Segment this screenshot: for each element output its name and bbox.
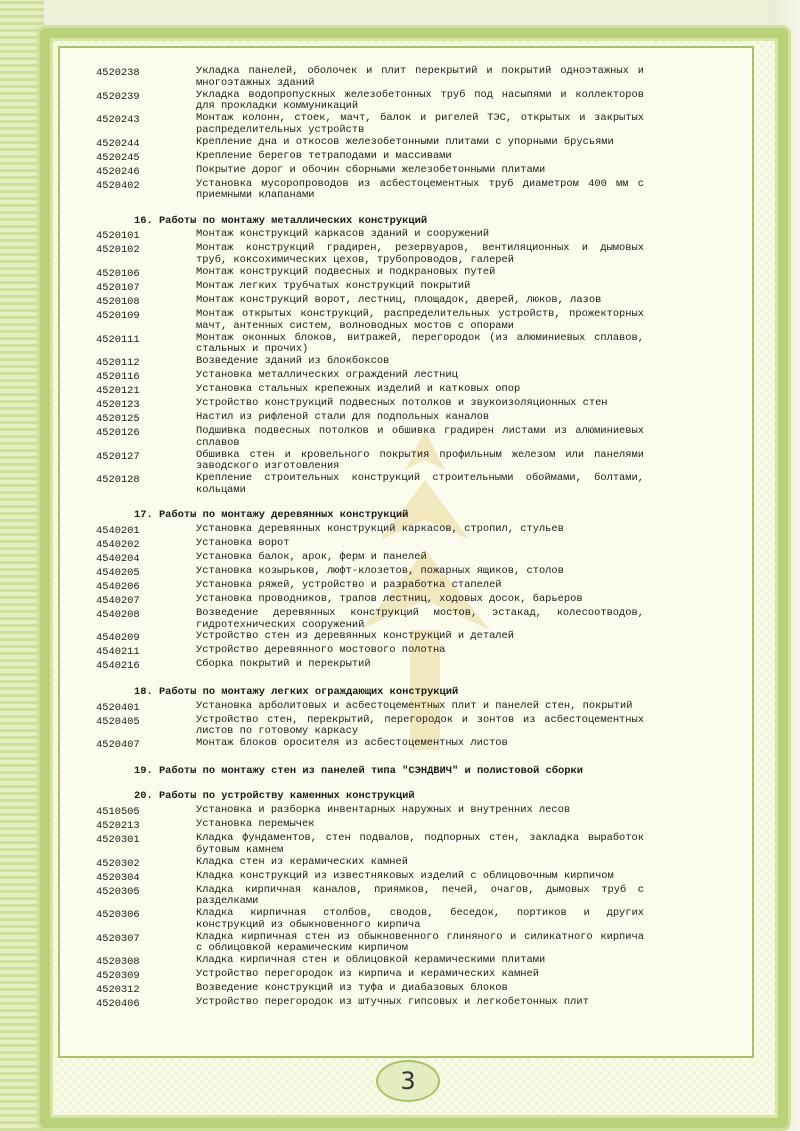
work-description: Монтаж блоков оросителя из асбестоцементных листов xyxy=(196,737,508,750)
okdp-code: 4520243 xyxy=(96,114,140,127)
section-title: 18. Работы по монтажу легких ограждающих конструкций xyxy=(134,686,459,699)
okdp-code: 4520246 xyxy=(96,165,140,178)
okdp-code: 4520244 xyxy=(96,137,140,150)
okdp-code: 4520116 xyxy=(96,371,140,384)
work-description: Устройство перегородок из штучных гипсовых и легкобетонных плит xyxy=(196,996,589,1009)
okdp-code: 4520309 xyxy=(96,970,140,983)
list-item xyxy=(96,426,644,449)
work-description: Кладка кирпичная стен и облицовкой керамическими плитами xyxy=(196,954,546,967)
okdp-code: 4520123 xyxy=(96,399,140,412)
work-description: Обшивка стен и кровельного покрытия профильным железом или панелями заводского изготовления xyxy=(196,448,644,473)
okdp-code: 4540202 xyxy=(96,538,140,551)
work-description: Возведение зданий из блокбоксов xyxy=(196,355,390,368)
work-description: Установка стальных крепежных изделий и катковых опор xyxy=(196,383,521,396)
work-description: Установка металлических ограждений лестниц xyxy=(196,369,458,382)
okdp-code: 4520127 xyxy=(96,450,140,463)
work-description: Установка ворот xyxy=(196,536,290,549)
list-item xyxy=(96,333,644,356)
okdp-code: 4520306 xyxy=(96,909,140,922)
work-description: Кладка фундаментов, стен подвалов, подпорных стен, закладка выработок бутовым камнем xyxy=(196,831,644,856)
work-description: Установка арболитовых и асбестоцементных плит и панелей стен, покрытий xyxy=(196,699,633,712)
work-description: Монтаж оконных блоков, витражей, перегородок (из алюминиевых сплавов, стальных и прочих) xyxy=(196,331,644,356)
okdp-code: 4520111 xyxy=(96,333,140,346)
okdp-code: 4540207 xyxy=(96,594,140,607)
list-item xyxy=(96,857,644,871)
list-item xyxy=(96,997,644,1011)
list-item xyxy=(96,819,644,833)
work-description: Крепление строительных конструкций строительными обоймами, болтами, кольцами xyxy=(196,472,644,496)
work-description: Установка козырьков, люфт-клозетов, пожарных ящиков, столов xyxy=(196,564,564,577)
list-item xyxy=(96,151,644,165)
okdp-code: 4540206 xyxy=(96,580,140,593)
work-description: Монтаж легких трубчатых конструкций покрытий xyxy=(196,280,471,293)
list-item xyxy=(96,659,644,673)
okdp-code: 4520112 xyxy=(96,357,140,370)
okdp-code: 4520402 xyxy=(96,179,140,192)
list-item xyxy=(96,524,644,538)
okdp-code: 4520109 xyxy=(96,309,140,322)
list-item xyxy=(96,450,644,473)
work-description: Кладка кирпичная стен из обыкновенного глиняного и силикатного кирпича с облицовкой керамическим кирпичом xyxy=(196,930,644,955)
list-item xyxy=(96,738,644,752)
work-description: Установка мусоропроводов из асбестоцементных труб диаметром 400 мм с приемными клапанами xyxy=(196,177,644,202)
okdp-code: 4520128 xyxy=(96,474,140,487)
work-description: Крепление берегов тетраподами и массивами xyxy=(196,149,452,162)
okdp-code: 4540204 xyxy=(96,552,140,565)
okdp-code: 4520405 xyxy=(96,715,140,728)
work-description: Устройство перегородок из кирпича и керамических камней xyxy=(196,968,539,981)
okdp-code: 4520101 xyxy=(96,230,140,243)
section-title: 20. Работы по устройству каменных конструкций xyxy=(134,790,415,803)
okdp-code: 4520308 xyxy=(96,956,140,969)
list-item xyxy=(96,715,644,738)
okdp-code: 4510505 xyxy=(96,805,140,818)
list-item xyxy=(96,885,644,908)
okdp-code: 4520102 xyxy=(96,244,140,257)
list-item xyxy=(96,243,644,266)
work-description: Устройство стен, перекрытий, перегородок и зонтов из асбестоцементных листов по готовому каркасу xyxy=(196,713,644,738)
list-item xyxy=(96,552,644,566)
work-description: Сборка покрытий и перекрытий xyxy=(196,658,371,671)
list-item xyxy=(96,137,644,151)
section-title: 16. Работы по монтажу металлических конструкций xyxy=(134,214,428,227)
page-number: 3 xyxy=(400,1067,416,1095)
list-item xyxy=(96,412,644,426)
okdp-code: 4520301 xyxy=(96,833,140,846)
okdp-code: 4520213 xyxy=(96,819,140,832)
okdp-code: 4520106 xyxy=(96,268,140,281)
work-description: Кладка конструкций из известняковых изделий с облицовочным кирпичом xyxy=(196,869,614,882)
list-item xyxy=(96,267,644,281)
work-description: Укладка водопропускных железобетонных труб под насыпями и коллекторов для прокладки коммуникаций xyxy=(196,88,644,113)
okdp-code: 4520304 xyxy=(96,871,140,884)
section-title: 17. Работы по монтажу деревянных конструкций xyxy=(134,509,409,522)
okdp-code: 4520125 xyxy=(96,413,140,426)
work-description: Возведение деревянных конструкций мостов, эстакад, колесоотводов, гидротехнических сооружений xyxy=(196,606,644,631)
okdp-code: 4520305 xyxy=(96,885,140,898)
okdp-code: 4540216 xyxy=(96,660,140,673)
okdp-code: 4520238 xyxy=(96,67,140,79)
okdp-code: 4520407 xyxy=(96,739,140,752)
okdp-code: 4520126 xyxy=(96,427,140,440)
okdp-code: 4520121 xyxy=(96,385,140,398)
list-item xyxy=(96,805,644,819)
work-description: Настил из рифленой стали для подпольных каналов xyxy=(196,411,490,424)
list-item xyxy=(96,701,644,715)
list-item xyxy=(96,833,644,856)
list-item xyxy=(96,983,644,997)
work-description: Установка проводников, трапов лестниц, ходовых досок, барьеров xyxy=(196,592,583,605)
okdp-code: 4540208 xyxy=(96,608,140,621)
okdp-code: 4520245 xyxy=(96,151,140,164)
list-item xyxy=(96,538,644,552)
list-item xyxy=(96,309,644,332)
work-description: Кладка кирпичная столбов, сводов, беседок, портиков и других конструкций из обыкновенного кирпича xyxy=(196,907,644,931)
work-description: Монтаж конструкций каркасов зданий и сооружений xyxy=(196,228,490,241)
work-description: Монтаж колонн, стоек, мачт, балок и ригелей ТЭС, открытых и закрытых распределительных устройств xyxy=(196,112,644,136)
list-item xyxy=(96,398,644,412)
work-description: Крепление дна и откосов железобетонными плитами с упорными брусьями xyxy=(196,135,614,148)
list-item xyxy=(96,580,644,594)
work-description: Кладка кирпичная каналов, приямков, печей, очагов, дымовых труб с разделками xyxy=(196,883,644,908)
work-description: Установка и разборка инвентарных наружных и внутренних лесов xyxy=(196,803,571,816)
work-description: Кладка стен из керамических камней xyxy=(196,855,409,868)
list-item xyxy=(96,179,644,202)
activity-list xyxy=(96,66,644,1011)
list-item xyxy=(96,608,644,631)
work-description: Установка балок, арок, ферм и панелей xyxy=(196,550,427,563)
list-item xyxy=(96,566,644,580)
list-item xyxy=(96,90,644,113)
list-item xyxy=(96,370,644,384)
work-description: Подшивка подвесных потолков и обшивка градирен листами из алюминиевых сплавов xyxy=(196,425,644,449)
left-border-strip xyxy=(0,0,44,1131)
work-description: Установка перемычек xyxy=(196,817,315,830)
list-item xyxy=(96,356,644,370)
work-description: Монтаж конструкций подвесных и подкрановых путей xyxy=(196,266,496,279)
work-description: Устройство конструкций подвесных потолков и звукоизоляционных стен xyxy=(196,397,608,410)
list-item xyxy=(96,165,644,179)
work-description: Монтаж конструкций градирен, резервуаров, вентиляционных и дымовых труб, коксохимических цехов, трубопроводов, галерей xyxy=(196,242,644,267)
okdp-code: 4540205 xyxy=(96,566,140,579)
okdp-code: 4520406 xyxy=(96,998,140,1011)
section-title: 19. Работы по монтажу стен из панелей типа "СЭНДВИЧ" и полистовой сборки xyxy=(134,764,583,777)
list-item xyxy=(96,229,644,243)
list-item xyxy=(96,66,644,89)
work-description: Монтаж конструкций ворот, лестниц, площадок, дверей, люков, лазов xyxy=(196,294,602,306)
list-item xyxy=(96,113,644,136)
list-item xyxy=(96,631,644,645)
list-item xyxy=(96,908,644,931)
list-item xyxy=(96,955,644,969)
okdp-code: 4520107 xyxy=(96,282,140,295)
work-description: Установка деревянных конструкций каркасов, стропил, стульев xyxy=(196,523,564,535)
work-description: Возведение конструкций из туфа и диабазовых блоков xyxy=(196,982,508,995)
okdp-code: 4520307 xyxy=(96,932,140,945)
okdp-code: 4520401 xyxy=(96,701,140,714)
okdp-code: 4520108 xyxy=(96,296,140,308)
okdp-code: 4520302 xyxy=(96,857,140,870)
list-item xyxy=(96,932,644,955)
list-item xyxy=(96,594,644,608)
work-description: Устройство стен из деревянных конструкций и деталей xyxy=(196,630,515,643)
work-description: Покрытие дорог и обочин сборными железобетонными плитами xyxy=(196,163,546,176)
list-item xyxy=(96,473,644,496)
list-item xyxy=(96,295,644,309)
okdp-code: 4540209 xyxy=(96,632,140,645)
work-description: Установка ряжей, устройство и разработка стапелей xyxy=(196,578,502,591)
okdp-code: 4540211 xyxy=(96,646,140,659)
work-description: Укладка панелей, оболочек и плит перекрытий и покрытий одноэтажных и многоэтажных зданий xyxy=(196,65,644,89)
work-description: Устройство деревянного мостового полотна xyxy=(196,644,446,657)
page-number-badge xyxy=(376,1060,440,1102)
work-description: Монтаж открытых конструкций, распределительных устройств, прожекторных мачт, антенных систем, волноводных мостов с опорами xyxy=(196,307,644,332)
okdp-code: 4540201 xyxy=(96,525,140,537)
okdp-code: 4520239 xyxy=(96,90,140,103)
list-item xyxy=(96,969,644,983)
list-item xyxy=(96,384,644,398)
okdp-code: 4520312 xyxy=(96,984,140,997)
list-item xyxy=(96,871,644,885)
list-item xyxy=(96,281,644,295)
